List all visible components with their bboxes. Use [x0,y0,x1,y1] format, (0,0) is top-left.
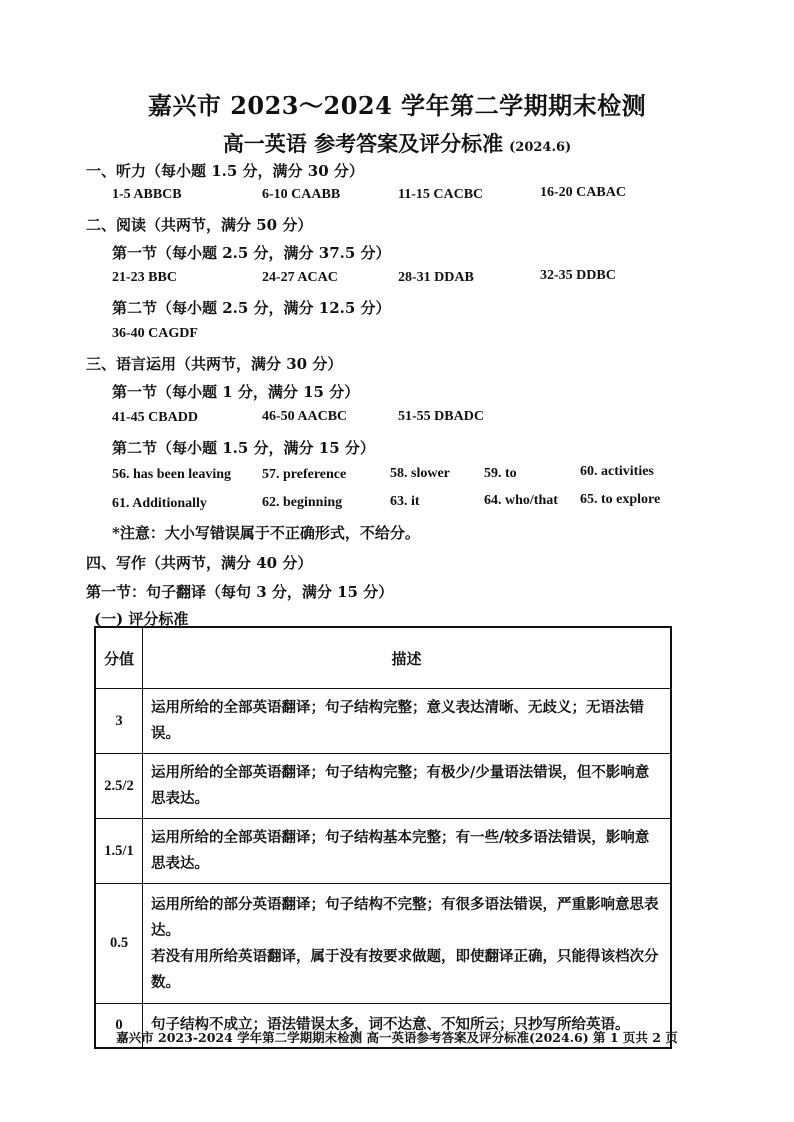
answer-group: 6-10 CAABB [262,187,341,202]
desc-line: 运用所给的部分英语翻译；句子结构不完整；有很多语法错误，严重影响意思表达。 [151,895,659,939]
desc-line: 若没有用所给英语翻译，属于没有按要求做题，即使翻译正确，只能得该档次分数。 [151,947,659,991]
answer-item: 56. has been leaving [112,467,232,482]
table-row [95,689,671,754]
answer-group: 46-50 AACBC [262,409,348,424]
page-title: 嘉兴市 2023～2024 学年第二学期期末检测 [147,91,647,120]
answer-item: 59. to [484,466,517,481]
answer-group: 21-23 BBC [112,270,177,285]
answer-group: 51-55 DBADC [398,409,484,424]
table-header-row [95,627,671,689]
language-note: *注意：大小写错误属于不正确形式，不给分。 [112,524,420,542]
desc-cell: 运用所给的全部英语翻译；句子结构完整；意义表达清晰、无歧义；无语法错误。 [143,689,672,754]
writing-part1-heading: 第一节：句子翻译（每句 3 分，满分 15 分） [86,583,394,601]
language-part1-heading: 第一节（每小题 1 分，满分 15 分） [112,383,360,401]
page-footer: 嘉兴市 2023-2024 学年第二学期期末检测 高一英语参考答案及评分标准(2024.6) 第 1 页共 2 页 [116,1030,678,1045]
page-subtitle [0,128,794,158]
answer-group: 36-40 CAGDF [112,326,198,341]
score-cell: 0.5 [95,884,143,1004]
answer-group: 32-35 DDBC [540,268,616,283]
desc-cell: 句子结构不成立；语法错误太多，词不达意、不知所云；只抄写所给英语。 [143,1004,672,1048]
desc-cell: 运用所给的全部英语翻译；句子结构完整；有极少/少量语法错误，但不影响意思表达。 [143,754,672,819]
answer-item: 57. preference [262,467,347,482]
score-cell: 3 [95,689,143,754]
answer-item: 58. slower [390,466,450,481]
answer-item: 62. beginning [262,495,343,510]
language-heading: 三、语言运用（共两节，满分 30 分） [86,355,343,373]
desc-cell: 运用所给的全部英语翻译；句子结构基本完整；有一些/较多语法错误，影响意思表达。 [143,819,672,884]
answer-group: 11-15 CACBC [398,187,484,202]
subtitle-date: (2024.6) [509,140,572,155]
answer-group: 28-31 DDAB [398,270,474,285]
desc-cell [143,884,672,1004]
score-cell: 1.5/1 [95,819,143,884]
table-row [95,884,671,1004]
answer-item: 65. to explore [580,492,661,507]
table-row [95,754,671,819]
criteria-heading: (一) 评分标准 [94,610,189,628]
listening-heading: 一、听力（每小题 1.5 分，满分 30 分） [86,162,364,180]
answer-item: 60. activities [580,464,654,479]
score-cell: 2.5/2 [95,754,143,819]
header-score: 分值 [95,627,143,689]
language-part2-heading: 第二节（每小题 1.5 分，满分 15 分） [112,439,375,457]
answer-group: 24-27 ACAC [262,270,338,285]
subtitle-text: 高一英语 参考答案及评分标准 [222,131,504,156]
reading-heading: 二、阅读（共两节，满分 50 分） [86,216,313,234]
grading-table [94,626,672,1049]
answer-group: 16-20 CABAC [540,185,626,200]
answer-group: 1-5 ABBCB [112,187,182,202]
writing-heading: 四、写作（共两节，满分 40 分） [86,554,313,572]
table-row [95,819,671,884]
answer-item: 63. it [390,494,420,509]
score-cell: 0 [95,1004,143,1048]
answer-group: 41-45 CBADD [112,410,198,425]
answer-item: 64. who/that [484,493,558,508]
reading-part2-heading: 第二节（每小题 2.5 分，满分 12.5 分） [112,299,391,317]
header-desc: 描述 [143,627,672,689]
reading-part1-heading: 第一节（每小题 2.5 分，满分 37.5 分） [112,244,391,262]
answer-item: 61. Additionally [112,496,207,511]
